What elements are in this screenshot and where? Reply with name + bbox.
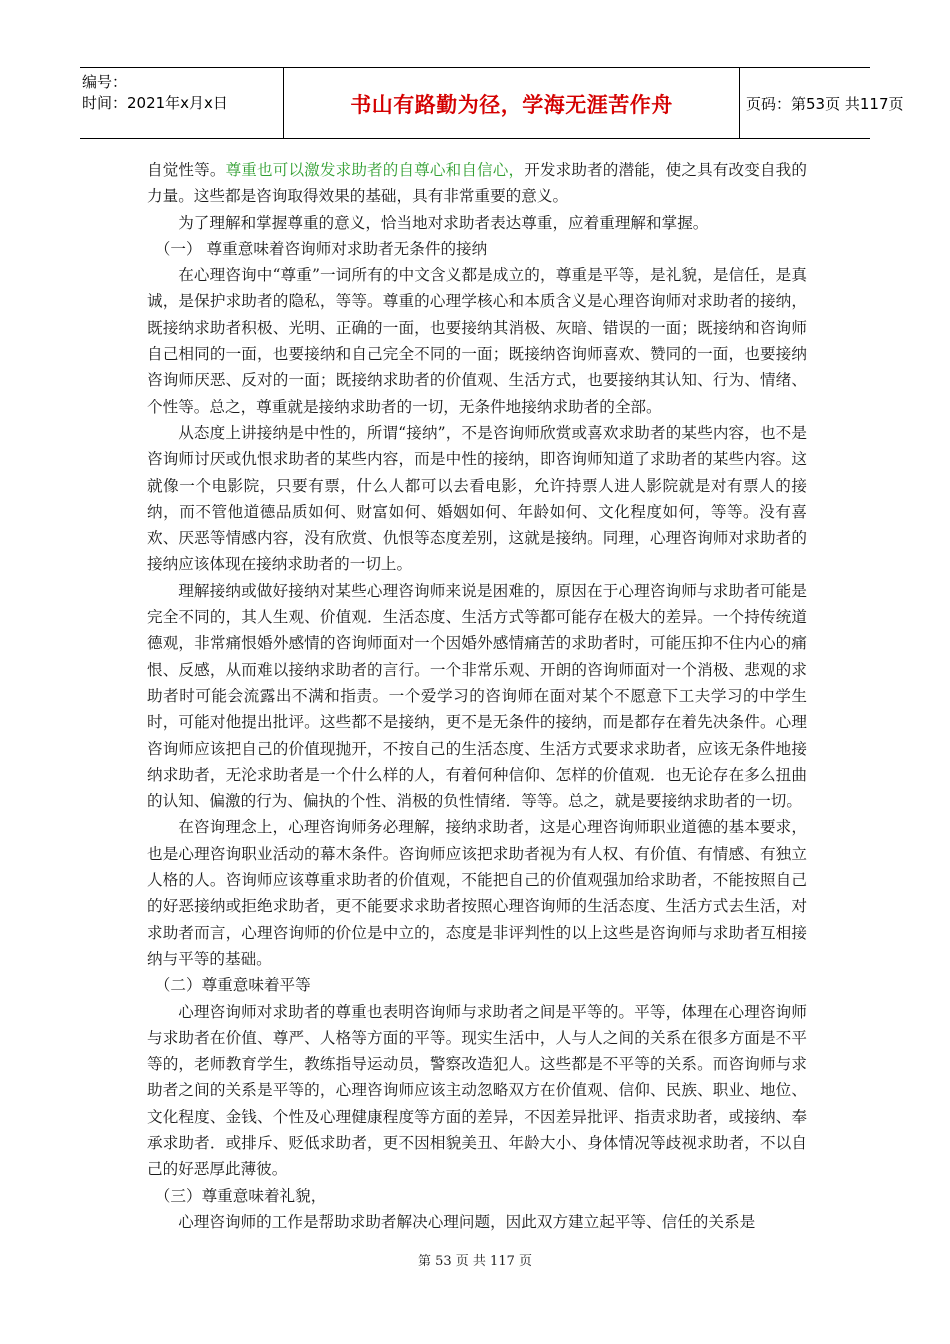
paragraph-intro: 自觉性等。尊重也可以激发求助者的自尊心和自信心，开发求助者的潜能，使之具有改变自我的力量。这些都是咨询取得效果的基础，具有非常重要的意义。 — [147, 161, 807, 206]
paragraph: 从态度上讲接纳是中性的，所谓“接纳”，不是咨询师欣赏或喜欢求助者的某些内容，也不是咨询师讨厌或仇恨求助者的某些内容，而是中性的接纳，即咨询师知道了求助者的某些内容。这就像一个电影院，只要有票，什么人都可以去看电影，允许持票人进人影院就是对有票人的接纳，而不管他道德品质如何、财富如何、婚姻如何、年龄如何、文化程度如何，等等。没有喜欢、厌恶等情感内容，没有欣赏、仇恨等态度差别，这就是接纳。同理，心理咨询师对求助者的接纳应该体现在接纳求助者的一切上。 — [147, 423, 807, 574]
paragraph: 在咨询理念上，心理咨询师务必理解，接纳求助者，这是心理咨询师职业道德的基本要求，也是心理咨询职业活动的幕木条件。咨询师应该把求助者视为有人权、有价值、有情感、有独立人格的人。咨询师应该尊重求助者的价值观，不能把自己的价值观强加给求助者，不能按照自己的好恶接纳或拒绝求助者，更不能要求求助者按照心理咨询师的生活态度、生活方式去生活，对求助者而言，心理咨询师的价位是中立的，态度是非评判性的以上这些是咨询师与求助者互相接纳与平等的基础。 — [147, 818, 807, 968]
header-motto-cell — [283, 68, 740, 138]
paragraph: 在心理咨询中“尊重”一词所有的中文含义都是成立的，尊重是平等，是礼貌，是信任，是真诚，是保护求助者的隐私，等等。尊重的心理学核心和本质含义是心理咨询师对求助者的接纳，既接纳求助者积极、光明、正确的一面，也要接纳其消极、灰暗、错误的一面；既接纳和咨询师自己相同的一面，也要接纳和自己完全不同的一面；既接纳咨询师喜欢、赞同的一面，也要接纳咨询师厌恶、反对的一面；既接纳求助者的价值观、生活方式，也要接纳其认知、行为、情绪、个性等。总之，尊重就是接纳求助者的一切，无条件地接纳求助者的全部。 — [147, 266, 807, 416]
highlighted-sentence: 尊重也可以激发求助者的自尊心和自信心， — [225, 161, 525, 179]
document-body — [147, 157, 807, 1235]
header-page-cell — [740, 68, 904, 138]
document-number-label: 编号： — [82, 73, 128, 91]
page-header — [80, 67, 904, 139]
header-meta — [80, 68, 283, 138]
paragraph: 心理咨询师的工作是帮助求助者解决心理问题，因此双方建立起平等、信任的关系是 — [178, 1212, 756, 1231]
paragraph: 理解接纳或做好接纳对某些心理咨询师来说是困难的，原因在于心理咨询师与求助者可能是完全不同的，其人生观、价值观．生活态度、生活方式等都可能存在极大的差异。一个持传统道德观，非常痛恨婚外感情的咨询师面对一个因婚外感情痛苦的求助者时，可能压抑不住内心的痛恨、反感，从而难以接纳求助者的言行。一个非常乐观、开朗的咨询师面对一个消极、悲观的求助者时可能会流露出不满和指责。一个爱学习的咨询师在面对某个不愿意下工夫学习的中学生时，可能对他提出批评。这些都不是接纳，更不是无条件的接纳，而是都存在着先决条件。心理咨询师应该把自己的价值现抛开，不按自己的生活态度、生活方式要求求助者，应该无条件地接纳求助者，无沦求助者是一个什么样的人，有着何种信仰、怎样的价值观．也无论存在多么扭曲的认知、偏激的行为、偏执的个性、消极的负性情绪．等等。总之，就是要接纳求助者的一切。 — [147, 581, 807, 811]
section-heading-1: （一） 尊重意味着咨询师对求助者无条件的接纳 — [154, 239, 488, 258]
section-heading-3: （三）尊重意味着礼貌， — [154, 1186, 327, 1205]
header-page-number: 页码：第53页 共117页 — [746, 95, 904, 113]
paragraph: 心理咨询师对求助者的尊重也表明咨询师与求助者之间是平等的。平等，体理在心理咨询师与求助者在价值、尊严、人格等方面的平等。现实生活中，人与人之间的关系在很多方面是不平等的，老师教育学生，教练指导运动员，警察改造犯人。这些都是不平等的关系。而咨询师与求助者之间的关系是平等的，心理咨询师应该主动忽略双方在价值观、信仰、民族、职业、地位、文化程度、金钱、个性及心理健康程度等方面的差异，不因差异批评、指责求助者，或接纳、奉承求助者．或排斥、贬低求助者，更不因相貌美丑、年龄大小、身体情况等歧视求助者，不以自己的好恶厚此薄彼。 — [147, 1002, 807, 1179]
header-motto: 书山有路勤为径，学海无涯苦作舟 — [350, 93, 673, 117]
document-date-label: 时间：2021年x月x日 — [82, 94, 228, 112]
section-heading-2: （二）尊重意味着平等 — [154, 976, 311, 995]
paragraph: 为了理解和掌握尊重的意义，恰当地对求助者表达尊重，应着重理解和掌握。 — [178, 213, 709, 232]
page-footer: 第 53 页 共 117 页 — [417, 1254, 533, 1269]
